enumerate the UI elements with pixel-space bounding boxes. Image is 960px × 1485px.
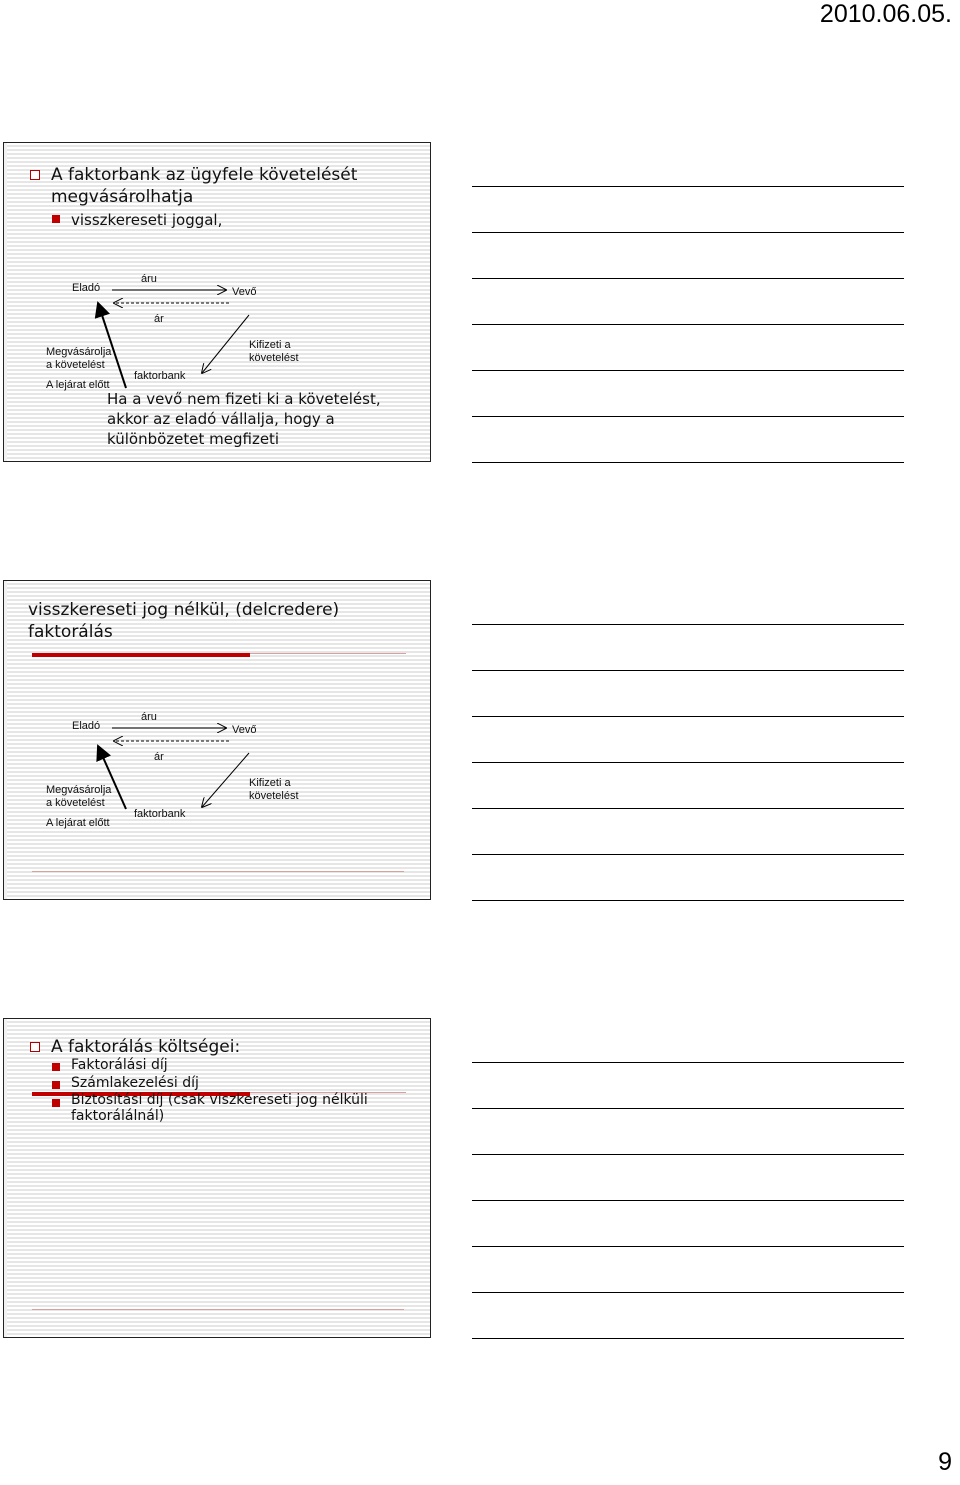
slide1-note: Ha a vevő nem fizeti ki a követelést, akkor az eladó vállalja, hogy a különbözetet megfizeti (107, 390, 381, 448)
diagram-kifizeti-label: Kifizeti a követelést (249, 339, 299, 364)
note-line (472, 624, 904, 625)
note-line (472, 1062, 904, 1063)
note-line (472, 1246, 904, 1247)
diagram-kifizeti-label: Kifizeti a követelést (249, 777, 299, 802)
note-line (472, 1108, 904, 1109)
solid-square-bullet-icon (52, 1099, 60, 1107)
hollow-square-bullet-icon (30, 1042, 40, 1052)
diagram-arrows (4, 581, 431, 900)
slide-2 (3, 580, 431, 900)
diagram-lejarat-label: A lejárat előtt (46, 817, 110, 829)
slide1-bullet-main: A faktorbank az ügyfele követelését megvásárolhatja (51, 165, 358, 207)
slide2-title: visszkereseti jog nélkül, (delcredere) faktorálás (28, 600, 340, 642)
diagram-elado-label: Eladó (72, 282, 101, 294)
diagram-ar-label: ár (154, 751, 164, 763)
diagram-megvasarolja-label: Megvásárolja a követelést (46, 346, 112, 371)
solid-square-bullet-icon (52, 1081, 60, 1089)
note-line (472, 370, 904, 371)
note-line (472, 670, 904, 671)
diagram-vevo-label: Vevő (232, 724, 257, 736)
note-line (472, 1154, 904, 1155)
slide1-bullet-sub: visszkereseti joggal, (71, 211, 223, 229)
note-line (472, 232, 904, 233)
diagram-aru-label: áru (141, 273, 157, 285)
kifizeti-arrow (202, 315, 249, 373)
diagram-ar-label: ár (154, 313, 164, 325)
header-date: 2010.06.05. (819, 0, 952, 28)
diagram-elado-label: Eladó (72, 720, 101, 732)
note-line (472, 1292, 904, 1293)
diagram-aru-label: áru (141, 711, 157, 723)
solid-square-bullet-icon (52, 1063, 60, 1071)
note-line (472, 416, 904, 417)
megvasarolja-arrow (98, 746, 126, 809)
slide3-item-1: Faktorálási díj (71, 1057, 168, 1073)
note-line (472, 762, 904, 763)
note-line (472, 900, 904, 901)
footer-thin-line (32, 871, 404, 872)
diagram-vevo-label: Vevő (232, 286, 257, 298)
slide3-item-2: Számlakezelési díj (71, 1075, 199, 1091)
note-line (472, 278, 904, 279)
note-line (472, 462, 904, 463)
note-line (472, 324, 904, 325)
note-line (472, 1200, 904, 1201)
page-number: 9 (938, 1448, 952, 1476)
slide-1 (3, 142, 431, 462)
slide3-item-3: Biztosítási díj (csak viszkereseti jog nélküli faktorálálnál) (71, 1092, 368, 1124)
diagram-lejarat-label: A lejárat előtt (46, 379, 110, 391)
note-line (472, 808, 904, 809)
kifizeti-arrow (202, 753, 249, 807)
slide-3 (3, 1018, 431, 1338)
footer-thin-line (32, 1309, 404, 1310)
diagram-megvasarolja-label: Megvásárolja a követelést (46, 784, 112, 809)
megvasarolja-arrow (98, 303, 126, 388)
diagram-faktorbank-label: faktorbank (134, 370, 186, 382)
diagram-faktorbank-label: faktorbank (134, 808, 186, 820)
note-line (472, 854, 904, 855)
note-line (472, 1338, 904, 1339)
note-line (472, 716, 904, 717)
slide3-bullet-main: A faktorálás költségei: (51, 1037, 241, 1057)
note-line (472, 186, 904, 187)
